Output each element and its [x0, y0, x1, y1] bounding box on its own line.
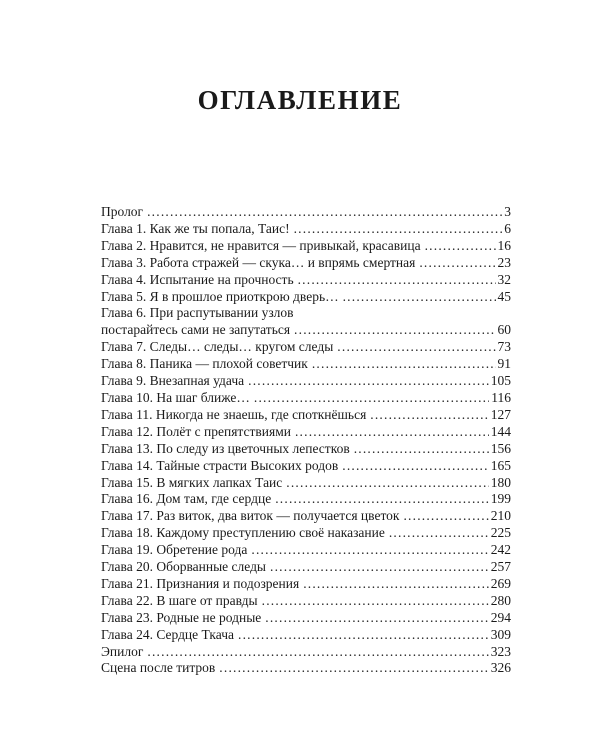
toc-entry-page: 32 — [497, 271, 511, 287]
toc-entry-page: 156 — [490, 440, 511, 456]
dot-leader — [370, 407, 488, 424]
toc-entry-label: Глава 15. В мягких лапках Таис — [101, 474, 283, 490]
toc-entry[interactable] — [101, 576, 511, 593]
page-title: ОГЛАВЛЕНИЕ — [197, 85, 403, 115]
toc-entry[interactable] — [101, 559, 511, 576]
toc-entry[interactable] — [101, 356, 511, 373]
dot-leader — [298, 272, 496, 289]
toc-entry-page: 73 — [497, 339, 511, 355]
toc-entry-label: Глава 11. Никогда не знаешь, где споткнёшься — [101, 406, 367, 422]
toc-entry-page: 323 — [490, 643, 511, 659]
toc-entry-label: Эпилог — [101, 643, 144, 659]
toc-entry-page: 127 — [490, 406, 511, 422]
toc-entry-label: Глава 21. Признания и подозрения — [101, 575, 300, 591]
toc-entry[interactable] — [101, 458, 511, 475]
toc-entry-label: постарайтесь сами не запутаться — [101, 322, 291, 338]
toc-entry-label: Глава 7. Следы… следы… кругом следы — [101, 339, 334, 355]
dot-leader — [219, 660, 488, 677]
toc-entry[interactable] — [101, 339, 511, 356]
toc-entry[interactable] — [101, 627, 511, 644]
toc-entry-page: 309 — [490, 626, 511, 642]
toc-entry[interactable] — [101, 475, 511, 492]
dot-leader — [403, 508, 488, 525]
toc-entry[interactable] — [101, 508, 511, 525]
toc-entry[interactable] — [101, 238, 511, 255]
toc-entry[interactable] — [101, 525, 511, 542]
toc-entry-page: 144 — [490, 423, 511, 439]
toc-entry[interactable] — [101, 610, 511, 627]
dot-leader — [425, 238, 496, 255]
toc-entry[interactable] — [101, 322, 511, 339]
toc-entry-page: 294 — [490, 609, 511, 625]
toc-entry-label: Глава 8. Паника — плохой советчик — [101, 356, 308, 372]
dot-leader — [312, 356, 496, 373]
toc-entry-page: 210 — [490, 508, 511, 524]
dot-leader — [342, 458, 489, 475]
toc-entry-page: 60 — [497, 322, 511, 338]
dot-leader — [295, 424, 489, 441]
toc-entry[interactable] — [101, 373, 511, 390]
toc-entry-label: Глава 12. Полёт с препятствиями — [101, 423, 291, 439]
toc-entry-label: Глава 20. Оборванные следы — [101, 559, 267, 575]
toc-entry-label: Глава 19. Обретение рода — [101, 542, 248, 558]
toc-entry[interactable] — [101, 390, 511, 407]
toc-entry-page: 45 — [497, 288, 511, 304]
toc-entry-label: Глава 24. Сердце Ткача — [101, 626, 235, 642]
toc-entry-page: 91 — [497, 356, 511, 372]
toc-entry-page: 242 — [490, 542, 511, 558]
toc-entry-page: 16 — [497, 237, 511, 253]
toc-entry-first-line[interactable]: Глава 6. При распутывании узлов — [101, 305, 294, 321]
toc-entry-page: 105 — [490, 373, 511, 389]
dot-leader — [275, 491, 489, 508]
toc-entry[interactable] — [101, 644, 511, 661]
toc-entry-page: 326 — [490, 660, 511, 676]
toc-entry-page: 225 — [490, 525, 511, 541]
toc-entry-label: Глава 22. В шаге от правды — [101, 592, 258, 608]
dot-leader — [251, 542, 488, 559]
dot-leader — [337, 339, 495, 356]
dot-leader — [303, 576, 489, 593]
toc-entry[interactable] — [101, 272, 511, 289]
toc-entry[interactable] — [101, 542, 511, 559]
dot-leader — [147, 644, 488, 661]
dot-leader — [294, 221, 503, 238]
dot-leader — [147, 204, 502, 221]
toc-entry-label: Глава 5. Я в прошлое приоткрою дверь… — [101, 288, 339, 304]
dot-leader — [254, 390, 489, 407]
toc-entry-label: Глава 9. Внезапная удача — [101, 373, 245, 389]
dot-leader — [354, 441, 489, 458]
toc-entry-page: 3 — [504, 204, 511, 219]
toc-entry-page: 257 — [490, 559, 511, 575]
toc-entry[interactable] — [101, 424, 511, 441]
toc-entry-page: 180 — [490, 474, 511, 490]
toc-entry-label: Сцена после титров — [101, 660, 216, 676]
toc-entry[interactable] — [101, 289, 511, 306]
toc-entry-label: Глава 14. Тайные страсти Высоких родов — [101, 457, 339, 473]
toc-entry-page: 280 — [490, 592, 511, 608]
dot-leader — [262, 593, 489, 610]
toc-entry-label: Глава 18. Каждому преступлению своё наказание — [101, 525, 385, 541]
toc-entry-page: 6 — [504, 220, 511, 236]
dot-leader — [248, 373, 489, 390]
toc-entry-label: Глава 17. Раз виток, два виток — получается цветок — [101, 508, 400, 524]
dot-leader — [238, 627, 489, 644]
toc-entry-label: Глава 4. Испытание на прочность — [101, 271, 294, 287]
toc-entry-label: Глава 23. Родные не родные — [101, 609, 262, 625]
dot-leader — [286, 475, 488, 492]
toc-entry-label: Глава 10. На шаг ближе… — [101, 389, 250, 405]
toc-entry-label: Глава 2. Нравится, не нравится — привыкай, красавица — [101, 237, 421, 253]
dot-leader — [389, 525, 489, 542]
dot-leader — [270, 559, 489, 576]
toc-entry-label: Глава 13. По следу из цветочных лепестков — [101, 440, 350, 456]
dot-leader — [343, 289, 496, 306]
dot-leader — [294, 322, 495, 339]
toc-entry-page: 269 — [490, 575, 511, 591]
toc-entry-page: 165 — [490, 457, 511, 473]
toc-entry[interactable] — [101, 407, 511, 424]
toc-entry[interactable] — [101, 491, 511, 508]
dot-leader — [419, 255, 495, 272]
toc-entry[interactable] — [101, 441, 511, 458]
toc-entry-label: Глава 16. Дом там, где сердце — [101, 491, 272, 507]
toc-entry-label: Глава 1. Как же ты попала, Таис! — [101, 220, 290, 236]
toc-entry[interactable] — [101, 660, 511, 677]
toc-entry-label: Глава 3. Работа стражей — скука… и впрямь смертная — [101, 254, 416, 270]
toc-entry[interactable] — [101, 255, 511, 272]
dot-leader — [265, 610, 488, 627]
table-of-contents — [101, 204, 511, 677]
toc-entry-page: 199 — [490, 491, 511, 507]
toc-entry[interactable] — [101, 593, 511, 610]
toc-entry[interactable] — [101, 221, 511, 238]
toc-entry-page: 23 — [497, 254, 511, 270]
toc-entry-label: Пролог — [101, 204, 144, 219]
toc-entry[interactable] — [101, 204, 511, 221]
toc-entry-page: 116 — [491, 389, 511, 405]
